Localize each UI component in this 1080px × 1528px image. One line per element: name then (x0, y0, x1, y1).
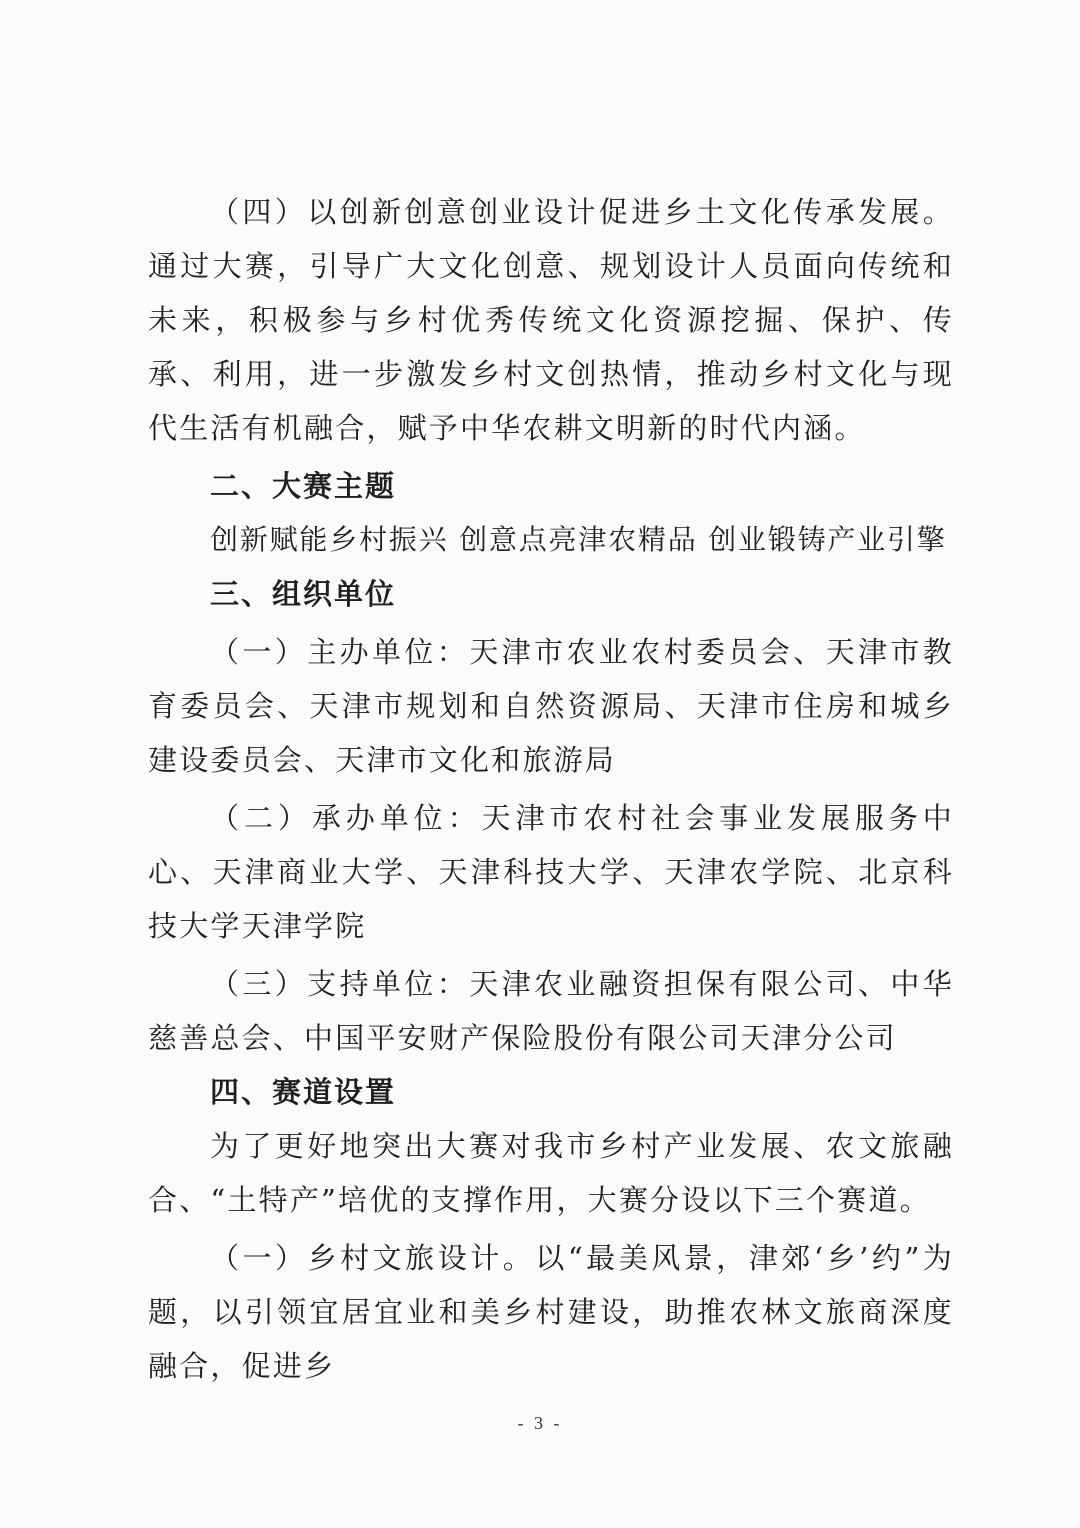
document-body (148, 185, 954, 1393)
paragraph-rural-tourism-design: （一）乡村文旅设计。以“最美风景，津郊‘乡’约”为题，以引领宜居宜业和美乡村建设，助推农林文旅商深度融合，促进乡 (148, 1241, 954, 1383)
paragraph-organizing-units: （二）承办单位：天津市农村社会事业发展服务中心、天津商业大学、天津科技大学、天津农学院、北京科技大学天津学院 (148, 801, 954, 943)
section-heading-theme: 二、大赛主题 (210, 469, 397, 503)
section-heading-organizers: 三、组织单位 (210, 577, 397, 611)
paragraph-host-units: （一）主办单位：天津市农业农村委员会、天津市教育委员会、天津市规划和自然资源局、天津市住房和城乡建设委员会、天津市文化和旅游局 (148, 635, 954, 777)
page-number: - 3 - (517, 1413, 563, 1433)
paragraph-supporting-units: （三）支持单位：天津农业融资担保有限公司、中华慈善总会、中国平安财产保险股份有限公司天津分公司 (148, 967, 954, 1055)
competition-theme-text: 创新赋能乡村振兴 创意点亮津农精品 创业锻铸产业引擎 (210, 523, 947, 556)
section-heading-tracks: 四、赛道设置 (210, 1075, 397, 1109)
paragraph-four-innovation: （四）以创新创意创业设计促进乡土文化传承发展。通过大赛，引导广大文化创意、规划设计人员面向传统和未来，积极参与乡村优秀传统文化资源挖掘、保护、传承、利用，进一步激发乡村文创热情，推动乡村文化与现代生活有机融合，赋予中华农耕文明新的时代内涵。 (148, 195, 954, 445)
paragraph-tracks-intro: 为了更好地突出大赛对我市乡村产业发展、农文旅融合、“土特产”培优的支撑作用，大赛分设以下三个赛道。 (148, 1129, 954, 1217)
